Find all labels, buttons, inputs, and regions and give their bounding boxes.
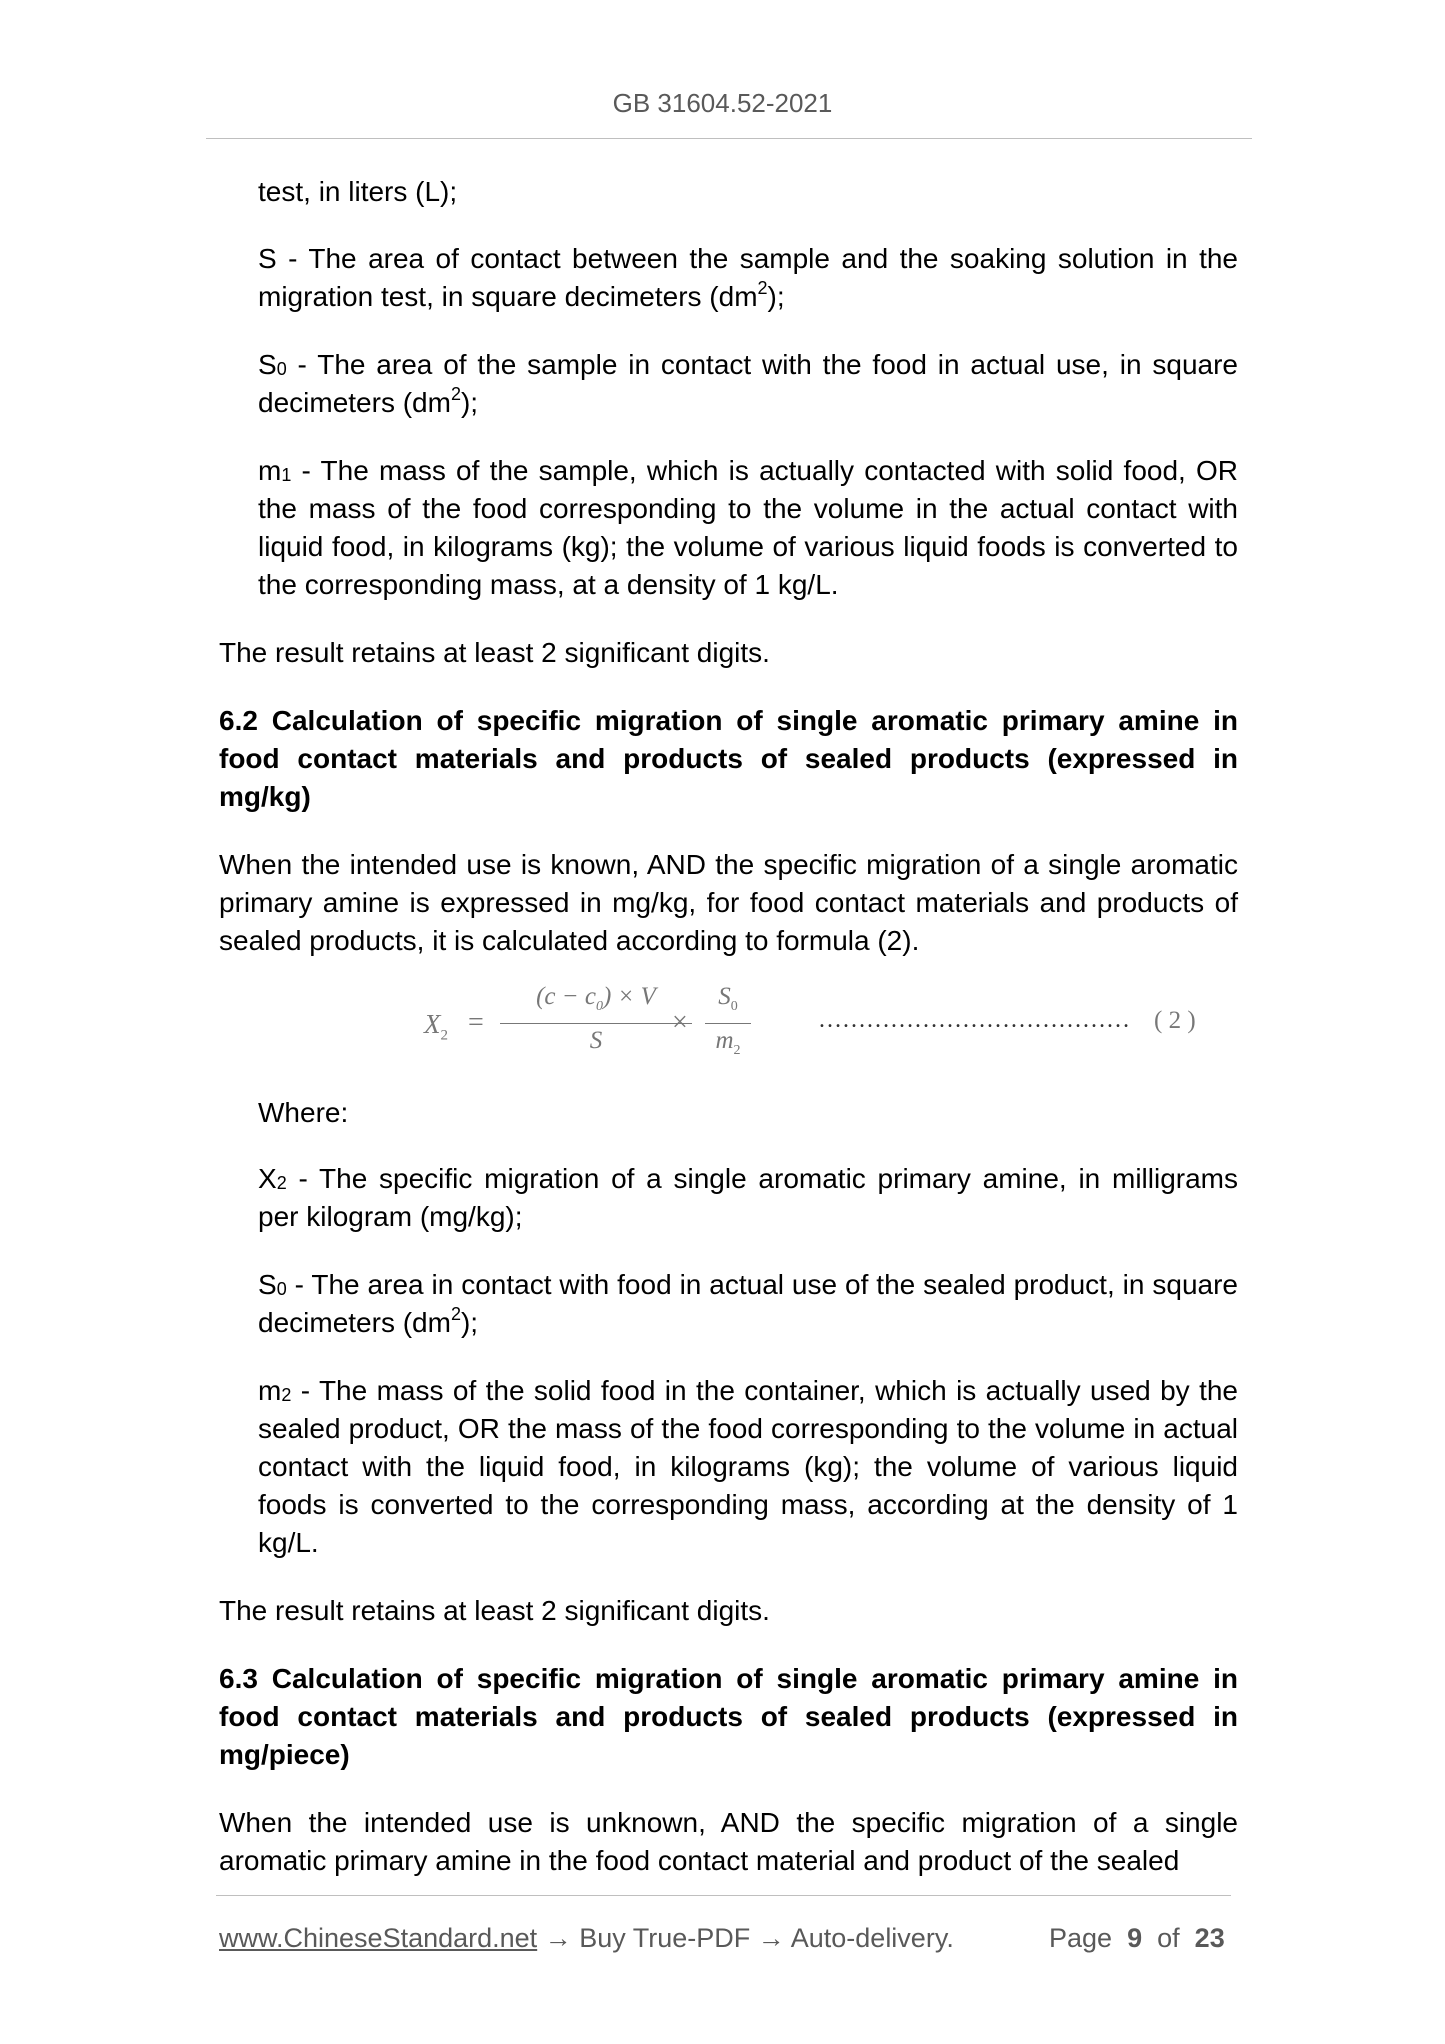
- formula-lhs-sub: 2: [440, 1027, 448, 1044]
- where-label: Where:: [258, 1097, 349, 1128]
- test-volume-line: test, in liters (L);: [258, 176, 458, 207]
- footer-left: [219, 1923, 954, 1954]
- definition-s0: $S_0$ - The area of the sample in contact with the food in actual use, in square decimeters $(dm^2)$;: [258, 349, 1238, 418]
- page-label: Page: [1049, 1923, 1113, 1953]
- heading-6-3: 6.3 Calculation of specific migration of single aromatic primary amine in food contact materials and products of sealed products (expressed in mg/piece): [219, 1663, 1238, 1770]
- fraction-bar-2: [705, 1023, 751, 1024]
- formula-equals: =: [468, 1007, 484, 1038]
- result-note-6-1: The result retains at least 2 significant digits.: [219, 637, 770, 668]
- website-link[interactable]: www.ChineseStandard.net: [219, 1923, 538, 1953]
- total-pages: 23: [1194, 1923, 1225, 1953]
- intro-6-2: When the intended use is known, AND the specific migration of a single aromatic primary amine is expressed in mg/kg, for food contact materials and products of sealed products, it is calculated according to formula (2).: [219, 849, 1238, 956]
- formula-frac2-den: m: [715, 1027, 734, 1054]
- current-page-number: 9: [1127, 1923, 1143, 1953]
- formula-lhs: X: [424, 1009, 441, 1039]
- formula-2: $X_2$ = $(c - c_0) \times V$ S × $S_0$ $m_2$ ………………………………… ( 2 ): [424, 983, 1196, 1058]
- fraction-bar-1: [500, 1023, 692, 1024]
- of-label: of: [1157, 1923, 1180, 1953]
- formula-number: ( 2 ): [1154, 1007, 1196, 1034]
- header-divider: [206, 138, 1252, 139]
- page-indicator: [1049, 1923, 1225, 1954]
- footer-divider: [216, 1895, 1231, 1896]
- intro-6-3: When the intended use is unknown, AND the specific migration of a single aromatic primary amine in the food contact material and product of the sealed: [219, 1807, 1238, 1876]
- definition-m2: $m_2$ - The mass of the solid food in the container, which is actually used by the sealed product, OR the mass of the food corresponding to the volume in actual contact with the liquid food, in kilograms (kg); the volume of various liquid foods is converted to the corresponding mass, according at the density of 1 kg/L.: [258, 1375, 1238, 1558]
- result-note-6-2: The result retains at least 2 significant digits.: [219, 1595, 770, 1626]
- document-header-id: GB 31604.52-2021: [612, 88, 833, 118]
- heading-6-2: 6.2 Calculation of specific migration of single aromatic primary amine in food contact materials and products of sealed products (expressed in mg/kg): [219, 705, 1238, 812]
- formula-times: ×: [672, 1007, 688, 1038]
- definition-m1: $m_1$ - The mass of the sample, which is actually contacted with solid food, OR the mass of the food corresponding to the volume in the actual contact with liquid food, in kilograms (kg); the volume of various liquid foods is converted to the corresponding mass, at a density of 1 kg/L.: [258, 455, 1238, 600]
- formula-leader-dots: …………………………………: [818, 1007, 1130, 1033]
- definition-s: S - The area of contact between the sample and the soaking solution in the migration test, in square decimeters $(dm^2)$;: [258, 243, 1238, 312]
- definition-x2: $X_2$ - The specific migration of a single aromatic primary amine, in milligrams per kilogram (mg/kg);: [258, 1163, 1238, 1232]
- definition-s0-sealed: $S_0$ - The area in contact with food in actual use of the sealed product, in square decimeters $(dm^2)$;: [258, 1269, 1238, 1338]
- formula-numerator: (c − c: [536, 983, 596, 1010]
- formula-denominator: S: [589, 1027, 603, 1054]
- footer-promo: → Buy True-PDF → Auto-delivery.: [537, 1923, 954, 1953]
- formula-frac2-num: S: [718, 983, 731, 1010]
